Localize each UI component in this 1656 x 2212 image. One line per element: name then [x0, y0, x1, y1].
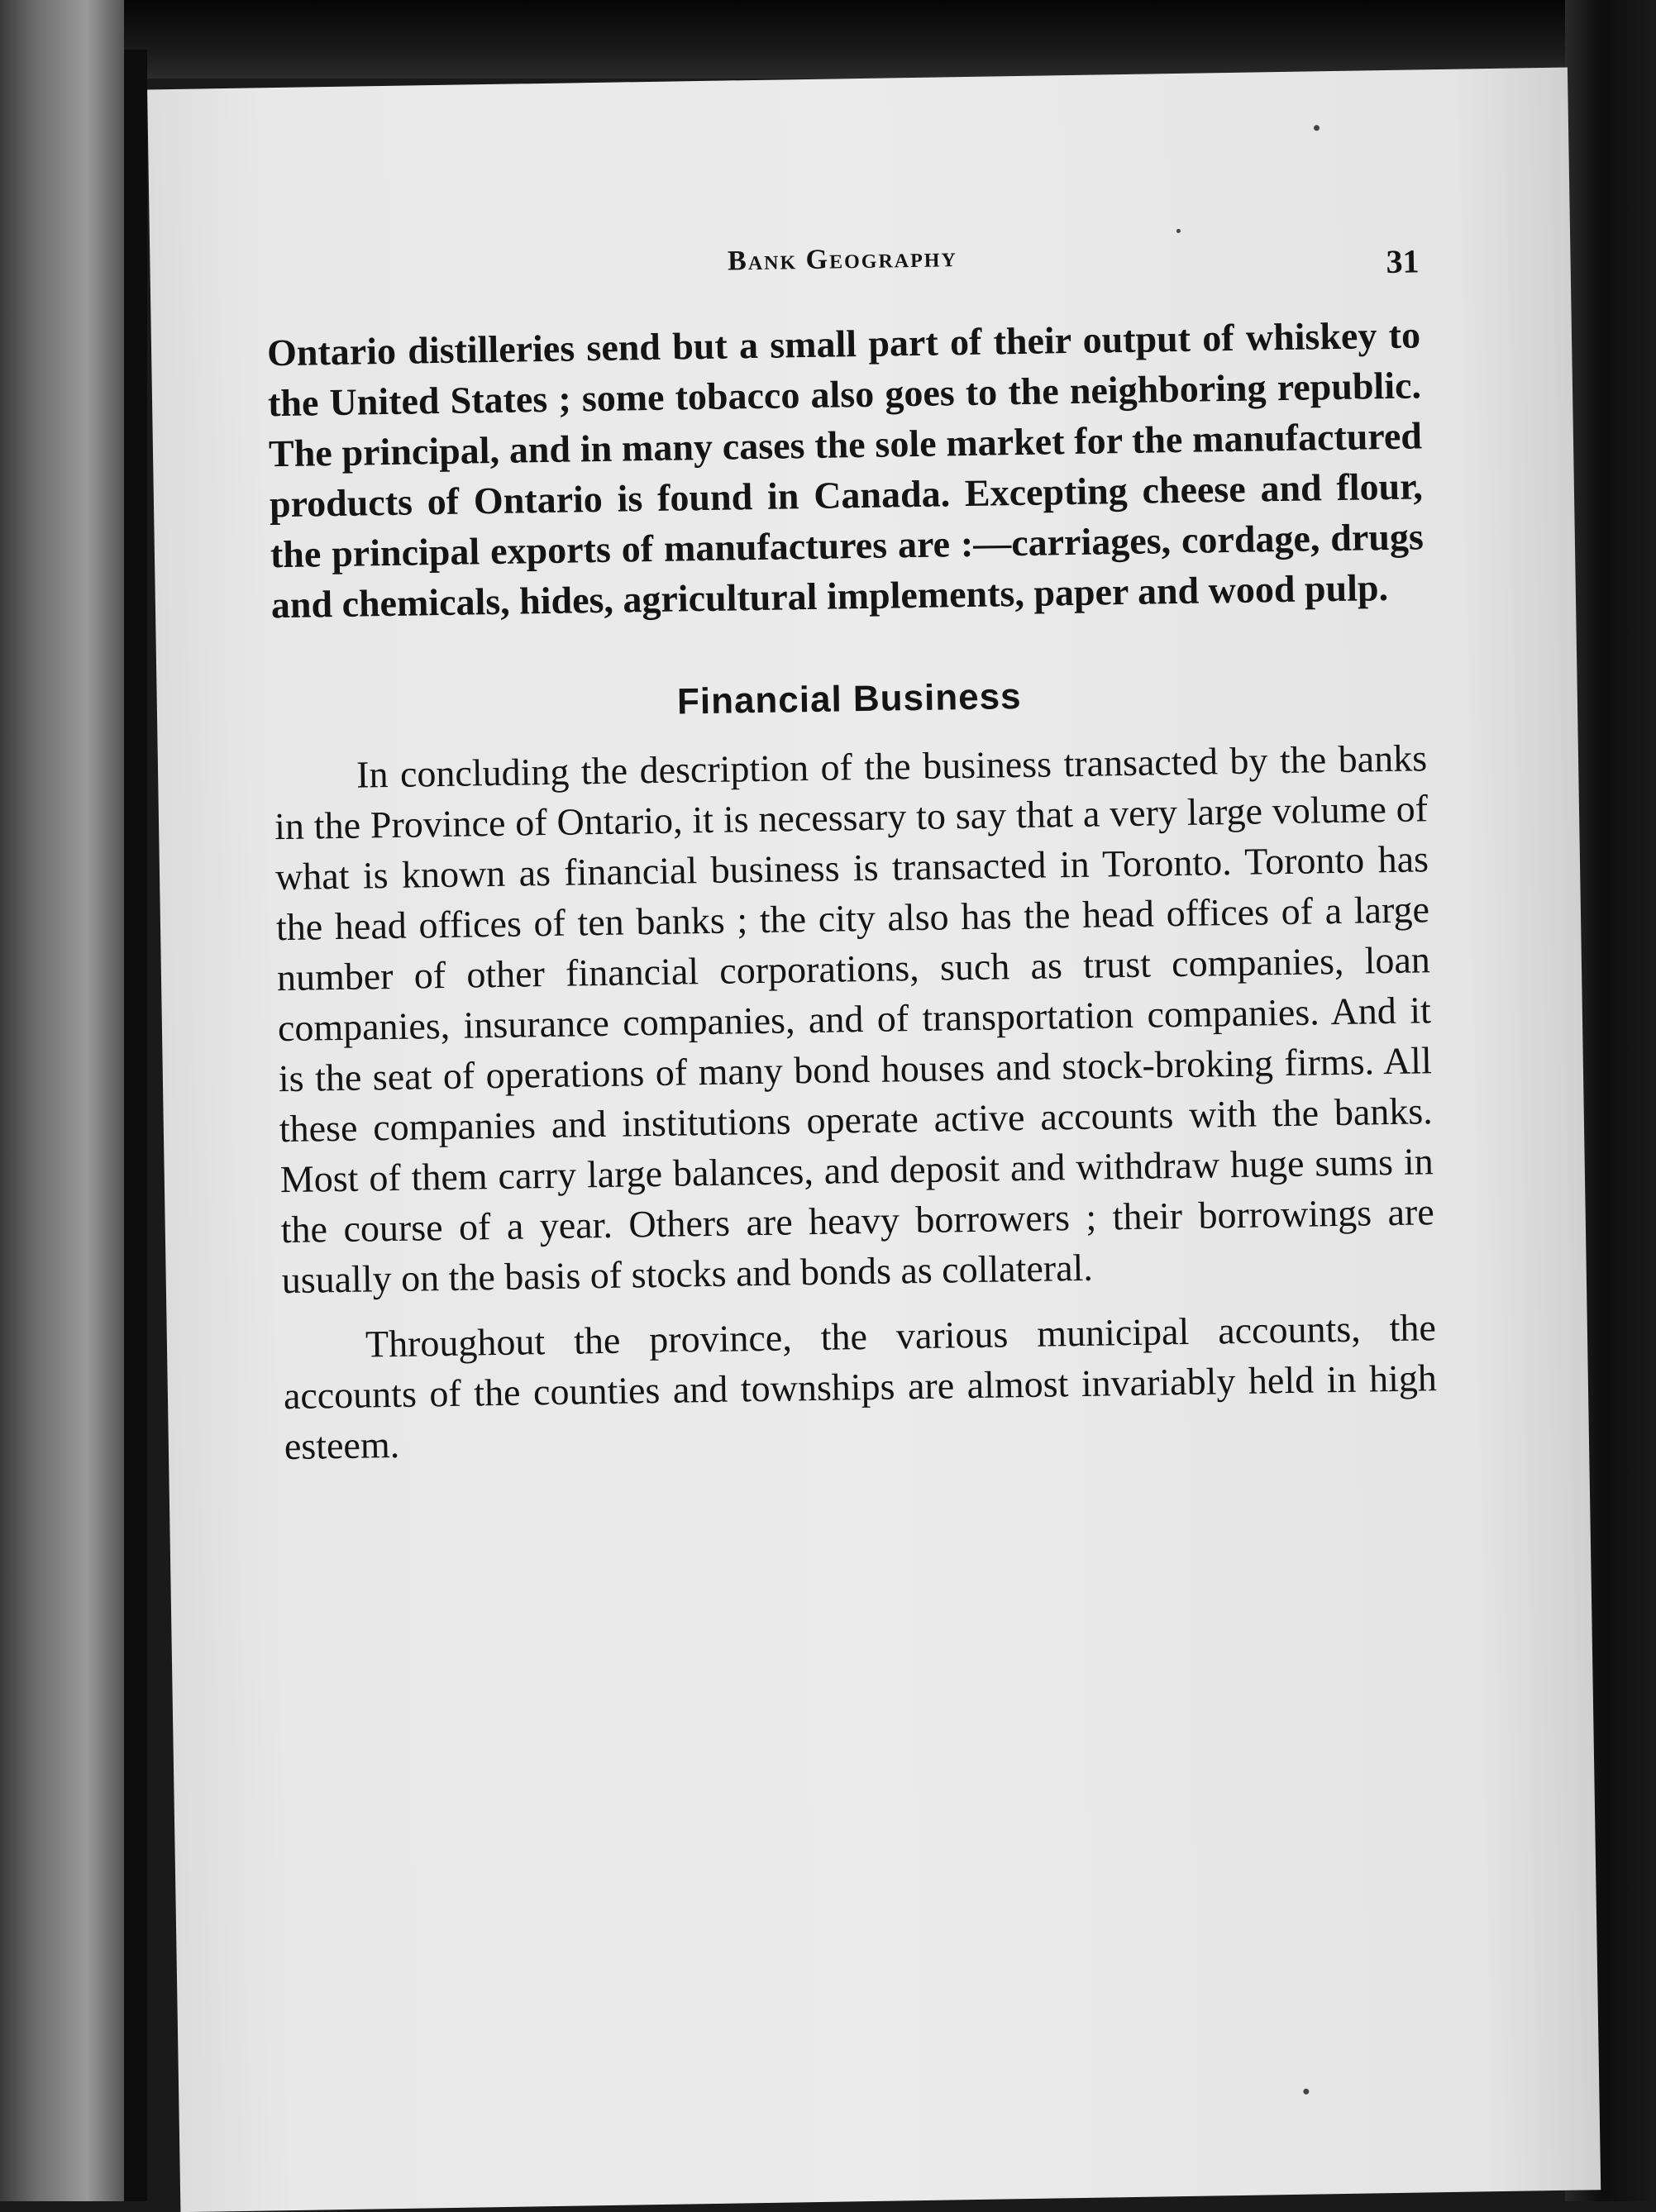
scan-speck [1176, 229, 1181, 233]
book-page [147, 68, 1601, 2212]
running-head [265, 226, 1420, 294]
running-title: Bank Geography [727, 242, 958, 277]
section-heading: Financial Business [676, 675, 1022, 722]
paragraph-municipal-accounts: Throughout the province, the various municipal accounts, the accounts of the counties and townships are almost invariably held in high esteem. [283, 1306, 1438, 1468]
scan-speck [1303, 2089, 1309, 2095]
paragraph-financial-business: In concluding the description of the business transacted by the banks in the Province of Ontario, it is necessary to say that a very large volume of what is known as financial business is transacted in Toronto. Toronto has the head offices of ten banks ; the city also has the head offices of a large number of other financial corporations, such as trust companies, loan companies, insurance companies, and of transportation companies. And it is the seat of operations of many bond houses and stock-broking firms. All these companies and institutions operate active accounts with the banks. Most of them carry large balances, and deposit and withdraw huge sums in the course of a year. Others are heavy borrowers ; their borrowings are usually on the basis of stocks and bonds as collateral. [274, 737, 1435, 1302]
scan-speck [1314, 125, 1320, 131]
page-content [265, 226, 1438, 1471]
page-number: 31 [1386, 242, 1420, 280]
paragraph-exports: Ontario distilleries send but a small part of their output of whiskey to the United States ; some tobacco also goes to the neighboring republic. The principal, and in many cases the sole market for the manufactured products of Ontario is found in Canada. Excepting cheese and flour, the principal exports of manufactures are :—carriages, cordage, drugs and chemicals, hides, agricultural implements, paper and wood pulp. [266, 313, 1425, 627]
scan-top-border [0, 0, 1656, 79]
scan-left-border [0, 0, 124, 2201]
book-spine [124, 50, 147, 2201]
